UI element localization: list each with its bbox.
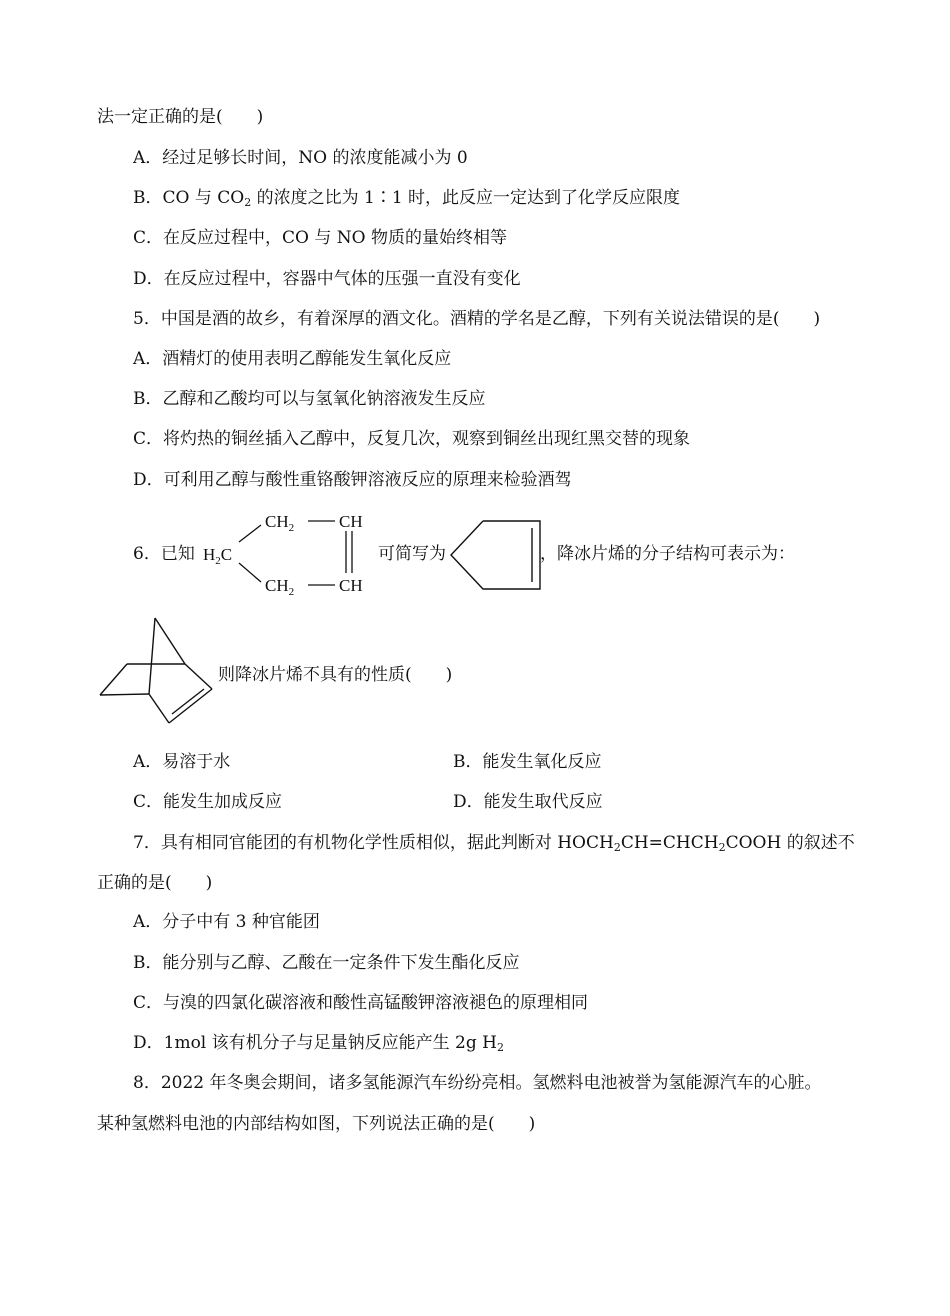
q6-suffix: ，降冰片烯的分子结构可表示为： <box>540 544 795 564</box>
q6-option-a[interactable]: A．易溶于水 <box>133 752 231 772</box>
q7-option-c[interactable]: C．与溴的四氯化碳溶液和酸性高锰酸钾溶液褪色的原理相同 <box>133 993 589 1013</box>
q5-option-c[interactable]: C．将灼热的铜丝插入乙醇中，反复几次，观察到铜丝出现红黑交替的现象 <box>133 429 691 449</box>
q4-option-d[interactable]: D．在反应过程中，容器中气体的压强一直没有变化 <box>133 269 521 289</box>
q5-stem: 5．中国是酒的故乡，有着深厚的酒文化。酒精的学名是乙醇，下列有关说法错误的是( ) <box>133 309 821 329</box>
q4-option-c[interactable]: C．在反应过程中，CO 与 NO 物质的量始终相等 <box>133 228 507 248</box>
left-lower-bond <box>100 694 149 695</box>
q5-option-d[interactable]: D．可利用乙醇与酸性重铬酸钾溶液反应的原理来检验酒驾 <box>133 470 572 490</box>
h2c-label: $H_2C$ <box>203 545 233 567</box>
q6-option-b[interactable]: B．能发生氧化反应 <box>453 752 602 772</box>
q4-option-a[interactable]: A．经过足够长时间，NO 的浓度能减小为 0 <box>133 148 468 168</box>
q7-option-b[interactable]: B．能分别与乙醇、乙酸在一定条件下发生酯化反应 <box>133 953 520 973</box>
q5-option-b[interactable]: B．乙醇和乙酸均可以与氢氧化钠溶液发生反应 <box>133 389 486 409</box>
q4-option-b[interactable]: B．CO 与 $CO_2$ 的浓度之比为 1∶1 时，此反应一定达到了化学反应限度 <box>133 188 681 209</box>
ch2-upper-label: $CH_2$ <box>265 512 295 534</box>
q7-option-a[interactable]: A．分子中有 3 种官能团 <box>133 912 320 932</box>
ch2-lower-label: $CH_2$ <box>265 576 295 598</box>
bond-lower-left <box>239 563 261 582</box>
double-bond-outer <box>169 689 212 723</box>
ch-lower-label: CH <box>339 576 363 595</box>
q8-stem-line1: 8．2022 年冬奥会期间，诸多氢能源汽车纷纷亮相。氢燃料电池被誉为氢能源汽车的心脏。 <box>133 1073 822 1093</box>
q6-prefix: 6．已知 <box>133 544 195 564</box>
bridge-left <box>149 618 155 694</box>
q6-option-c[interactable]: C．能发生加成反应 <box>133 792 283 812</box>
bond-upper-left <box>239 525 261 542</box>
double-bond-inner <box>172 689 204 714</box>
left-upper-bond <box>100 664 127 695</box>
cyclopentene-structural-formula <box>195 505 380 605</box>
ring-outline <box>451 521 540 589</box>
q7-option-d[interactable]: D．1mol 该有机分子与足量钠反应能产生 2g $H_2$ <box>133 1033 504 1054</box>
norbornene-skeletal <box>97 613 222 728</box>
ch-upper-label: CH <box>339 512 363 531</box>
q4-stem-tail: 法一定正确的是( ) <box>97 107 264 127</box>
bridge-right <box>155 618 185 664</box>
q7-stem: 7．具有相同官能团的有机物化学性质相似，据此判断对 $HOCH_2CH=CHCH_2COOH$ 的叙述不 <box>133 833 855 854</box>
q8-stem-line2: 某种氢燃料电池的内部结构如图，下列说法正确的是( ) <box>97 1114 536 1134</box>
q6-mid-text: 可简写为 <box>378 544 446 564</box>
q7-stem-line2: 正确的是( ) <box>97 873 213 893</box>
lower-bond <box>149 694 169 723</box>
q5-option-a[interactable]: A．酒精灯的使用表明乙醇能发生氧化反应 <box>133 349 452 369</box>
q6-question: 则降冰片烯不具有的性质( ) <box>218 665 453 685</box>
q6-option-d[interactable]: D．能发生取代反应 <box>453 792 603 812</box>
right-bond <box>185 664 212 689</box>
cyclopentene-skeletal <box>448 518 544 594</box>
